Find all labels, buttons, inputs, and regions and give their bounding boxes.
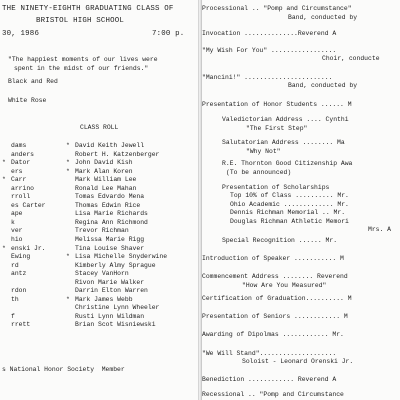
roll-left-student-name <box>2 279 62 288</box>
student-name-text: David Keith Jewell <box>75 142 145 149</box>
student-name-text: Regina Ann Richmond <box>75 218 148 226</box>
roll-left-student-name <box>2 245 62 254</box>
processional: Processional .. "Pomp and Circumstance" <box>202 5 352 12</box>
student-name-text: Kimberly Almy Sprague <box>75 261 156 269</box>
presentation-of-scholarships: Presentation of Scholarships <box>222 184 330 191</box>
roll-right-student-name <box>66 151 198 160</box>
valedictorian-speech-title: "The First Step" <box>246 125 308 132</box>
roll-left-student-name <box>2 321 62 330</box>
we-will-stand-soloist: Soloist - Leonard Orenski Jr. <box>242 358 354 365</box>
my-wish-for-you: "My Wish For You" ................. <box>202 47 337 54</box>
student-name-text: Rivon Marie Walker <box>75 278 145 286</box>
student-name-text: th <box>11 295 19 303</box>
student-name-text: Rusti Lynn Wildman <box>75 312 145 320</box>
roll-left-student-name <box>2 236 62 245</box>
scholarship-top-ten-percent: Top 10% of Class .......... Mr. <box>230 192 349 199</box>
student-name-text: Tomas Edvardo Mena <box>75 193 145 201</box>
roll-left-student-name <box>2 159 62 168</box>
roll-left-student-name <box>2 270 62 279</box>
honor-society-footnote: s National Honor Society Member <box>2 366 125 373</box>
roll-left-student-name <box>2 193 62 202</box>
student-name-text: rroll <box>11 193 31 201</box>
roll-left-student-name <box>2 262 62 271</box>
student-name-text: arrino <box>11 184 35 192</box>
student-name-text: Stacey VanHorn <box>75 270 129 278</box>
class-roll-heading: CLASS ROLL <box>80 124 119 131</box>
student-name-text: Melissa Marie Rigg <box>75 236 145 244</box>
roll-left-student-name <box>2 168 62 177</box>
honor-society-star-icon: * <box>66 295 70 303</box>
processional-conductor: Band, conducted by <box>288 14 358 21</box>
student-name-text: rdon <box>11 287 27 295</box>
salutatorian-address: Salutatorian Address ........ Ma <box>222 139 345 146</box>
honor-society-star-icon: * <box>2 176 6 184</box>
honor-society-star-icon: * <box>66 253 70 261</box>
roll-right-student-name <box>66 313 198 322</box>
salutatorian-speech-title: "Why Not" <box>246 148 281 155</box>
roll-right-student-name <box>66 168 198 177</box>
class-colors: Black and Red <box>8 78 58 85</box>
student-name-text: John David Kish <box>75 159 133 167</box>
roll-right-student-name <box>66 236 198 245</box>
roll-left-student-name <box>2 219 62 228</box>
roll-left-student-name <box>2 151 62 160</box>
student-name-text: Mark James Webb <box>75 295 133 303</box>
presentation-of-seniors: Presentation of Seniors ............ M <box>202 313 348 320</box>
roll-left-student-name <box>2 313 62 322</box>
roll-left-student-name <box>2 202 62 211</box>
awarding-of-diplomas: Awarding of Dipolmas ............ Mr. <box>202 331 344 338</box>
student-name-text: antz <box>11 270 27 278</box>
student-name-text: Lisa Marie Richards <box>75 210 148 218</box>
honor-society-star-icon: * <box>66 142 70 149</box>
scholarship-douglas-richman-athletic: Douglas Richman Athletic Memori <box>230 218 349 225</box>
roll-left-student-name <box>2 304 62 313</box>
student-name-text: Tina Louise Shaver <box>75 244 145 252</box>
roll-left-student-name <box>2 210 62 219</box>
presentation-of-honor-students: Presentation of Honor Students ...... M <box>202 101 352 108</box>
student-name-text: hio <box>11 236 23 244</box>
roll-right-student-name <box>66 227 198 236</box>
left-program-page <box>0 0 198 400</box>
roll-right-student-name <box>66 142 198 151</box>
roll-left-student-name <box>2 296 62 305</box>
student-name-text: f <box>11 312 15 320</box>
right-program-page <box>202 0 400 400</box>
roll-right-student-name <box>66 159 198 168</box>
student-name-text: Trevor Richman <box>75 227 129 235</box>
student-name-text: Brian Scot Wisniewski <box>75 321 156 329</box>
valedictorian-address: Valedictorian Address .... Cynthi <box>222 116 349 123</box>
student-name-text: ers <box>11 167 23 175</box>
class-roll-left-column <box>2 142 62 330</box>
student-name-text: rd <box>11 261 19 269</box>
program-title-line1: THE NINETY-EIGHTH GRADUATING CLASS OF <box>2 5 174 13</box>
student-name-text: Darrin Elton Warren <box>75 287 148 295</box>
thornton-citizenship-award: R.E. Thornton Good Citizenship Awa <box>222 160 353 167</box>
roll-right-student-name <box>66 245 198 254</box>
commencement-speech-title: "How Are You Measured" <box>242 282 327 289</box>
roll-left-student-name <box>2 287 62 296</box>
honor-society-star-icon: * <box>2 244 6 252</box>
roll-right-student-name <box>66 262 198 271</box>
my-wish-for-you-performer: Choir, conducte <box>322 55 380 62</box>
ceremony-date: 30, 1986 <box>2 30 40 38</box>
student-name-text: k <box>11 218 15 226</box>
roll-left-student-name <box>2 142 62 151</box>
recessional: Recessional .. "Pomp and Circumstance <box>202 391 344 398</box>
program-title-line2: BRISTOL HIGH SCHOOL <box>36 17 125 25</box>
student-name-text: Lisa Michelle Snyderwine <box>75 253 168 261</box>
roll-left-student-name <box>2 185 62 194</box>
mancini: "Mancini!" ....................... <box>202 74 333 81</box>
student-name-text: Thomas Edwin Rice <box>75 201 141 209</box>
roll-right-student-name <box>66 279 198 288</box>
honor-society-star-icon: * <box>66 159 70 167</box>
ceremony-time: 7:00 p. <box>152 30 185 38</box>
student-name-text: Christine Lynn Wheeler <box>75 304 160 312</box>
student-name-text: Ewing <box>11 253 31 261</box>
class-roll-right-column <box>66 142 198 330</box>
we-will-stand: "We Will Stand".................... <box>202 350 337 357</box>
douglas-richman-presenter: Mrs. A <box>368 226 392 233</box>
scholarship-ohio-academic: Ohio Academic ............. Mr. <box>230 201 349 208</box>
roll-right-student-name <box>66 287 198 296</box>
student-name-text: rrett <box>11 321 31 329</box>
roll-left-student-name <box>2 176 62 185</box>
mancini-conductor: Band, conducted by <box>288 82 358 89</box>
roll-left-student-name <box>2 253 62 262</box>
student-name-text: ver <box>11 227 23 235</box>
roll-right-student-name <box>66 185 198 194</box>
special-recognition: Special Recognition ...... Mr. <box>222 237 338 244</box>
benediction: Benediction ............ Reverend A <box>202 376 337 383</box>
class-motto-line2: spent in the midst of our friends." <box>14 65 149 72</box>
honor-society-star-icon: * <box>2 159 6 167</box>
student-name-text: Mark Alan Koren <box>75 167 133 175</box>
student-name-text: Ronald Lee Mahan <box>75 184 137 192</box>
roll-right-student-name <box>66 193 198 202</box>
scholarship-dennis-richman-memorial: Dennis Richman Memorial .. Mr. <box>230 209 346 216</box>
roll-right-student-name <box>66 253 198 262</box>
student-name-text: ape <box>11 210 23 218</box>
student-name-text: Mark William Lee <box>75 176 137 184</box>
student-name-text: Dator <box>11 159 31 167</box>
certification-of-graduation: Certification of Graduation.......... M <box>202 295 352 302</box>
introduction-of-speaker: Introduction of Speaker ........... M <box>202 255 344 262</box>
roll-right-student-name <box>66 176 198 185</box>
student-name-text: Carr <box>11 176 27 184</box>
student-name-text: es Carter <box>11 201 46 209</box>
roll-right-student-name <box>66 219 198 228</box>
invocation: Invocation ..............Reverend A <box>202 30 337 37</box>
roll-right-student-name <box>66 202 198 211</box>
roll-right-student-name <box>66 304 198 313</box>
class-motto-line1: "The happiest moments of our lives were <box>8 56 158 63</box>
student-name-text: Robert H. Katzenberger <box>75 150 160 158</box>
class-flower: White Rose <box>8 97 47 104</box>
commencement-address: Commencement Address ........ Reverend <box>202 273 348 280</box>
roll-left-student-name <box>2 227 62 236</box>
student-name-text: enski Jr. <box>11 244 46 252</box>
roll-right-student-name <box>66 210 198 219</box>
thornton-award-note: (To be announced) <box>226 169 292 176</box>
honor-society-star-icon: * <box>66 167 70 175</box>
roll-right-student-name <box>66 321 198 330</box>
roll-right-student-name <box>66 296 198 305</box>
student-name-text: dams <box>11 142 27 149</box>
roll-right-student-name <box>66 270 198 279</box>
student-name-text: anders <box>11 150 35 158</box>
